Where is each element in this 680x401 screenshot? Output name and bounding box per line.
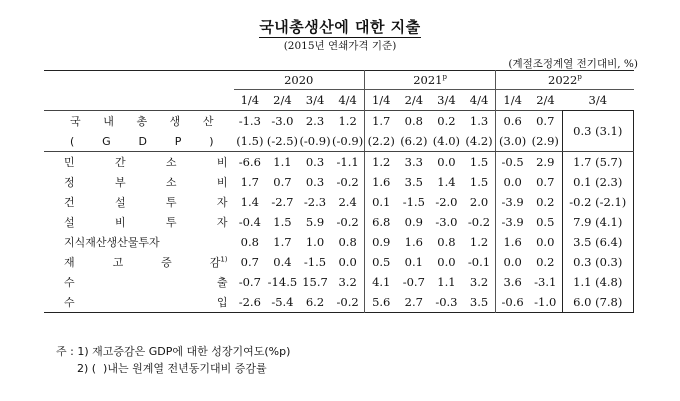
value-cell: -0.2 [467, 215, 491, 229]
value-cell: (4.0) [430, 131, 463, 152]
value-cell: 0.2 [437, 114, 456, 128]
value-cell: 1.7 [273, 235, 292, 249]
value-cell: 0.8 [338, 235, 357, 249]
quarter-header: 1/4 [240, 93, 260, 107]
value-cell: -0.5 [496, 152, 529, 173]
table-row [44, 192, 634, 212]
table-row [44, 252, 634, 272]
value-cell: 1.7 [240, 175, 259, 189]
value-cell: 2.0 [469, 195, 489, 209]
value-cell: (-0.9) [331, 131, 364, 152]
quarter-header: 2/4 [536, 93, 555, 107]
value-cell: 3.3 [404, 155, 423, 169]
corner-cell [44, 90, 234, 111]
value-cell: 0.7 [536, 175, 555, 189]
footnotes [56, 343, 290, 377]
value-cell: 0.7 [536, 114, 555, 128]
table-title: 국내총생산에 대한 지출 [259, 18, 421, 36]
quarter-header: 4/4 [338, 93, 357, 107]
value-cell: -0.7 [238, 275, 261, 289]
value-cell: 2.3 [305, 114, 325, 128]
quarter-header: 1/4 [364, 90, 397, 111]
quarter-header: 4/4 [469, 93, 489, 107]
value-cell: 0.8 [404, 114, 423, 128]
value-cell: 0.3 (3.1) [562, 111, 633, 152]
value-cell: 5.6 [364, 292, 397, 313]
row-label: 국 내 총 생 산 [70, 115, 214, 128]
value-cell: 1.4 [240, 195, 259, 209]
value-cell: -0.3 [435, 295, 458, 309]
value-cell: (1.5) [234, 131, 267, 152]
value-cell: (-0.9) [299, 131, 332, 152]
value-cell: 2.4 [338, 195, 357, 209]
value-cell: -1.3 [238, 114, 261, 128]
value-cell: 6.2 [305, 295, 325, 309]
year-header: 2021$^p$ [364, 71, 495, 90]
value-cell: 0.0 [536, 235, 555, 249]
value-cell: 0.2 [536, 195, 555, 209]
quarter-header: 2/4 [404, 93, 424, 107]
value-cell: 0.3 (0.3) [562, 252, 633, 272]
year-header: 2022$^p$ [496, 71, 634, 90]
value-cell: (2.9) [529, 131, 562, 152]
value-cell: (2.2) [364, 131, 397, 152]
value-cell: 0.5 [536, 215, 555, 229]
value-cell: -3.9 [496, 192, 529, 212]
value-cell: -5.4 [271, 295, 294, 309]
value-cell: -1.5 [402, 195, 425, 209]
row-label: ( G D P ) [44, 131, 234, 152]
value-cell: 3.6 [496, 272, 529, 292]
value-cell: -6.6 [238, 155, 261, 169]
value-cell: 3.2 [338, 275, 357, 289]
value-cell: 0.7 [240, 255, 259, 269]
value-cell: 1.2 [338, 114, 357, 128]
value-cell: 3.2 [469, 275, 489, 289]
value-cell: 1.1 [437, 275, 456, 289]
value-cell: 3.5 [469, 295, 489, 309]
value-cell: 0.0 [338, 255, 357, 269]
value-cell: 1.1 (4.8) [562, 272, 633, 292]
footnote: 주 : 1) 재고증감은 GDP에 대한 성장기여도(%p) [56, 345, 291, 358]
quarter-header: 3/4 [305, 93, 325, 107]
value-cell: 1.1 [273, 155, 292, 169]
value-cell: 0.3 [305, 175, 325, 189]
value-cell: 1.0 [305, 235, 325, 249]
value-cell: 2.7 [404, 295, 423, 309]
table-body [44, 111, 634, 313]
value-cell: -3.0 [435, 215, 458, 229]
value-cell: 7.9 (4.1) [562, 212, 633, 232]
quarter-header: 2/4 [273, 93, 292, 107]
table-subtitle: (2015년 연쇄가격 기준) [283, 40, 397, 52]
value-cell: 0.9 [364, 232, 397, 252]
value-cell: -0.2 (-2.1) [562, 192, 633, 212]
value-cell: 5.9 [305, 215, 325, 229]
value-cell: 6.0 (7.8) [562, 292, 633, 313]
table-row [44, 172, 634, 192]
value-cell: 2.9 [536, 155, 555, 169]
table-row [44, 272, 634, 292]
value-cell: 3.5 (6.4) [562, 232, 633, 252]
value-cell: -0.6 [496, 292, 529, 313]
quarter-header: 3/4 [588, 93, 608, 107]
table-row [44, 232, 634, 252]
value-cell: 1.5 [469, 155, 489, 169]
value-cell: 0.0 [496, 252, 529, 272]
value-cell: 3.5 [404, 175, 423, 189]
row-label: 건 설 투 자 [64, 196, 228, 209]
value-cell: (-2.5) [266, 131, 299, 152]
value-cell: 1.6 [404, 235, 423, 249]
unit-note: (계절조정계열 전기대비, %) [508, 58, 638, 70]
row-label: 수 입 [64, 296, 228, 309]
table-row [44, 212, 634, 232]
value-cell: -2.6 [238, 295, 261, 309]
value-cell: -0.2 [336, 215, 359, 229]
table-row [44, 111, 634, 132]
table-row [44, 131, 634, 152]
value-cell: 0.8 [437, 235, 456, 249]
value-cell: -2.0 [435, 195, 458, 209]
value-cell: 1.2 [469, 235, 489, 249]
value-cell: -1.0 [534, 295, 557, 309]
year-header: 2020 [234, 71, 365, 90]
value-cell: -14.5 [267, 275, 298, 289]
row-label: 설 비 투 자 [64, 216, 228, 229]
value-cell: 1.5 [273, 215, 292, 229]
footnote: 2) ( )내는 원계열 전년동기대비 증감률 [56, 362, 267, 375]
value-cell: 0.1 [404, 255, 423, 269]
value-cell: -2.3 [303, 195, 327, 209]
value-cell: -0.2 [336, 175, 359, 189]
value-cell: 1.3 [469, 114, 489, 128]
value-cell: 1.6 [364, 172, 397, 192]
value-cell: (4.2) [463, 131, 496, 152]
value-cell: 0.1 (2.3) [562, 172, 633, 192]
row-label: 정 부 소 비 [64, 176, 228, 189]
quarter-header: 1/4 [496, 90, 529, 111]
row-label: 재 고 증 감$^{1)}$ [64, 255, 228, 269]
corner-cell [44, 71, 234, 90]
value-cell: 1.6 [496, 232, 529, 252]
value-cell: 0.3 [305, 155, 325, 169]
value-cell: 1.7 (5.7) [562, 152, 633, 173]
value-cell: -0.7 [402, 275, 425, 289]
row-label: 수 출 [64, 276, 228, 289]
quarter-header: 3/4 [437, 93, 456, 107]
value-cell: 0.4 [273, 255, 292, 269]
value-cell: -3.1 [534, 275, 557, 289]
value-cell: 15.7 [302, 275, 328, 289]
table-row [44, 292, 634, 313]
value-cell: -3.0 [271, 114, 294, 128]
row-label: 지식재산생산물투자 [64, 236, 160, 249]
value-cell: 1.7 [364, 111, 397, 132]
value-cell: 1.2 [364, 152, 397, 173]
value-cell: 0.5 [364, 252, 397, 272]
value-cell: -1.1 [336, 155, 359, 169]
value-cell: 0.7 [273, 175, 292, 189]
value-cell: 0.2 [536, 255, 555, 269]
value-cell: -0.1 [467, 255, 491, 269]
value-cell: -0.4 [238, 215, 261, 229]
value-cell: (6.2) [398, 131, 431, 152]
value-cell: 0.9 [404, 215, 423, 229]
value-cell: -3.9 [496, 212, 529, 232]
table-row [44, 152, 634, 173]
gdp-expenditure-table [44, 70, 634, 313]
value-cell: 4.1 [364, 272, 397, 292]
value-cell: 1.5 [469, 175, 489, 189]
value-cell: -1.5 [303, 255, 327, 269]
value-cell: 0.8 [240, 235, 259, 249]
value-cell: -0.2 [336, 295, 359, 309]
value-cell: 0.0 [437, 255, 456, 269]
value-cell: 0.0 [437, 155, 456, 169]
value-cell: 0.1 [364, 192, 397, 212]
value-cell: (3.0) [496, 131, 529, 152]
value-cell: 0.0 [496, 172, 529, 192]
row-label: 민 간 소 비 [64, 156, 228, 169]
value-cell: 0.6 [496, 111, 529, 132]
value-cell: 1.4 [437, 175, 456, 189]
value-cell: -2.7 [271, 195, 294, 209]
value-cell: 6.8 [364, 212, 397, 232]
